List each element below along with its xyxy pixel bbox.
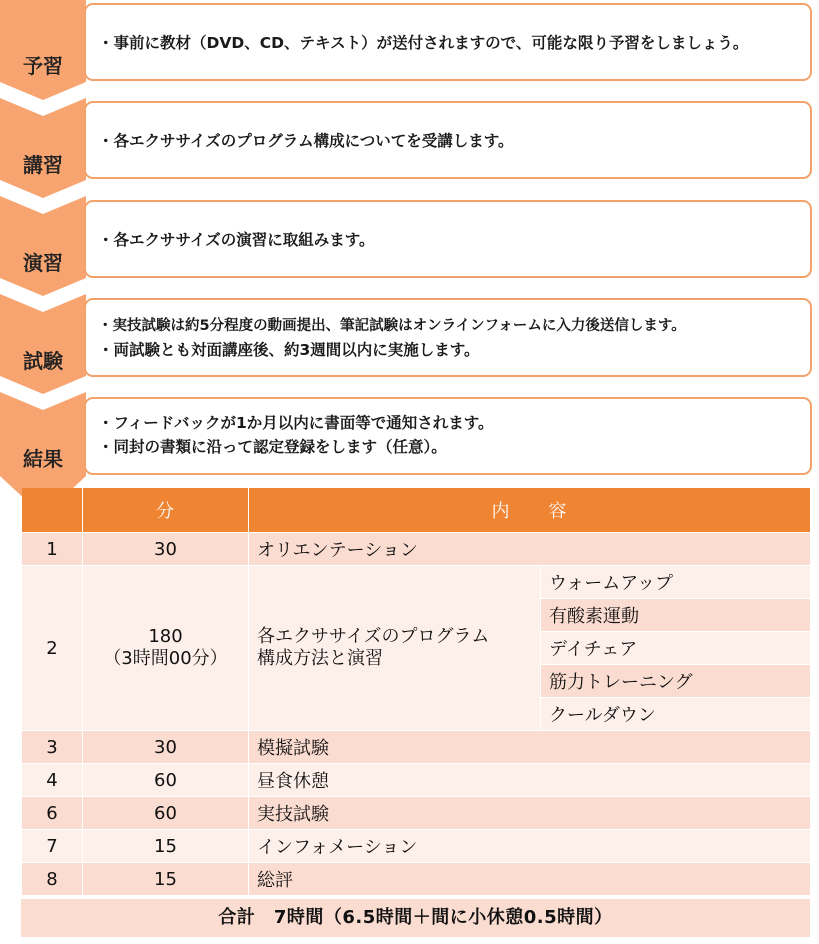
sub-item: 有酸素運動: [541, 599, 811, 632]
chevron-2: [0, 98, 86, 198]
table-row: [22, 764, 811, 797]
table-row: [22, 533, 811, 566]
row-content-line1: 各エクササイズのプログラム: [257, 626, 490, 647]
row-minutes: [83, 566, 249, 731]
row-no: 1: [22, 533, 83, 566]
row-minutes: 60: [83, 797, 249, 830]
step-text: ・各エクササイズのプログラム構成についてを受講します。: [98, 132, 514, 150]
sub-item: ウォームアップ: [541, 566, 811, 599]
row-no: 2: [22, 566, 83, 731]
table-row: [22, 566, 811, 599]
row-minutes: 60: [83, 764, 249, 797]
row-minutes-value: 180: [148, 626, 183, 647]
step-box-shiken: [84, 298, 812, 377]
sub-item: デイチェア: [541, 632, 811, 665]
step-box-koshu: [84, 101, 812, 179]
step-text: ・事前に教材（DVD、CD、テキスト）が送付されますので、可能な限り予習をしましょう。: [98, 34, 749, 52]
step-label-kekka: 結果: [23, 447, 63, 471]
row-minutes: 15: [83, 830, 249, 863]
row-minutes-sub: （3時間00分）: [103, 648, 228, 669]
sub-item: クールダウン: [541, 698, 811, 731]
step-text: ・同封の書類に沿って認定登録をします（任意）。: [98, 438, 447, 456]
row-content: [249, 566, 541, 731]
header-minutes: 分: [83, 488, 249, 533]
step-text: ・実技試験は約5分程度の動画提出、筆記試験はオンラインフォームに入力後送信します。: [98, 318, 686, 334]
row-content-line2: 構成方法と演習: [257, 648, 383, 669]
schedule-table: [21, 488, 811, 896]
row-content: 昼食休憩: [249, 764, 811, 797]
sub-item: 筋力トレーニング: [541, 665, 811, 698]
row-content: 実技試験: [249, 797, 811, 830]
row-content: インフォメーション: [249, 830, 811, 863]
step-label-koshu: 講習: [23, 153, 63, 177]
row-no: 8: [22, 863, 83, 896]
table-header-row: [22, 488, 811, 533]
row-no: 7: [22, 830, 83, 863]
header-content: 内 容: [249, 488, 811, 533]
row-no: 3: [22, 731, 83, 764]
row-content: オリエンテーション: [249, 533, 811, 566]
row-content: 模擬試験: [249, 731, 811, 764]
row-minutes: 30: [83, 731, 249, 764]
row-minutes: 15: [83, 863, 249, 896]
row-no: 6: [22, 797, 83, 830]
step-label-shiken: 試験: [23, 349, 63, 373]
step-text: ・両試験とも対面講座後、約3週間以内に実施します。: [98, 341, 480, 359]
step-box-kekka: [84, 397, 812, 475]
step-label-yoshu: 予習: [23, 54, 63, 78]
chevron-3: [0, 196, 86, 296]
step-text: ・各エクササイズの演習に取組みます。: [98, 231, 375, 249]
total-row: 合計 7時間（6.5時間＋間に小休憩0.5時間）: [21, 899, 810, 937]
row-content: 総評: [249, 863, 811, 896]
step-text: ・フィードバックが1か月以内に書面等で通知されます。: [98, 414, 494, 432]
table-row: [22, 863, 811, 896]
step-box-yoshu: [84, 3, 812, 81]
header-no: [22, 488, 83, 533]
table-row: [22, 797, 811, 830]
row-minutes: 30: [83, 533, 249, 566]
step-box-enshu: [84, 200, 812, 278]
step-label-enshu: 演習: [23, 251, 63, 275]
row-no: 4: [22, 764, 83, 797]
chevron-4: [0, 294, 86, 394]
table-row: [22, 830, 811, 863]
table-row: [22, 731, 811, 764]
